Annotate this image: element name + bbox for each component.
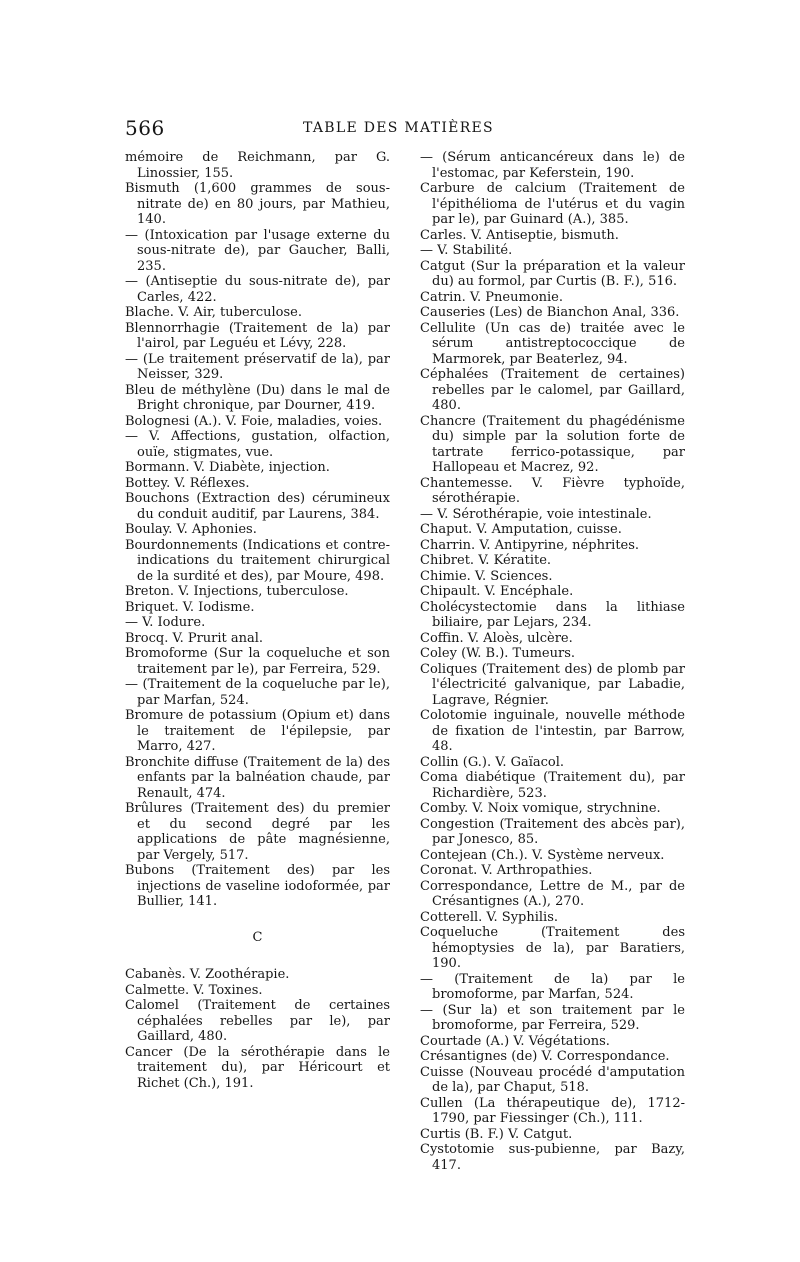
- index-entry: Calomel (Traitement de certaines céphalées rebelles par le), par Gaillard, 480.: [125, 998, 390, 1044]
- index-entry: Crésantignes (de) V. Correspondance.: [420, 1049, 670, 1064]
- index-entry: Bronchite diffuse (Traitement de la) des enfants par la balnéation chaude, par Renault, 474.: [125, 754, 390, 801]
- index-entry: Carles. V. Antiseptie, bismuth.: [420, 227, 619, 243]
- index-entry: Chimie. V. Sciences.: [420, 568, 553, 584]
- index-entry: Chibret. V. Kératite.: [420, 553, 552, 568]
- index-entry: Coliques (Traitement des) de plomb par l'électricité galvanique, par Labadie, Lagrave, Régnier.: [420, 661, 685, 708]
- index-entry: Causeries (Les) de Bianchon Anal, 336.: [420, 305, 680, 320]
- index-entry: Céphalées (Traitement de certaines) rebelles par le calomel, par Gaillard, 480.: [420, 367, 685, 413]
- index-entry: — V. Stabilité.: [420, 243, 513, 258]
- index-entry: Courtade (A.) V. Végétations.: [420, 1033, 610, 1049]
- index-entry: Bromure de potassium (Opium et) dans le traitement de l'épilepsie, par Marro, 427.: [125, 708, 390, 754]
- index-entry: Chaput. V. Amputation, cuisse.: [420, 522, 622, 537]
- page-number: 566: [125, 116, 165, 140]
- index-entry: Comby. V. Noix vomique, strychnine.: [420, 801, 661, 816]
- index-entry: Bottey. V. Réflexes.: [125, 475, 250, 491]
- index-entry: — (Le traitement préservatif de la), par Neisser, 329.: [125, 351, 390, 382]
- index-entry: — V. Affections, gustation, olfaction, ouïe, stigmates, vue.: [125, 429, 390, 460]
- index-entry: Cotterell. V. Syphilis.: [420, 909, 559, 925]
- index-entry: Bouchons (Extraction des) cérumineux du conduit auditif, par Laurens, 384.: [125, 491, 390, 522]
- index-entry: Briquet. V. Iodisme.: [125, 599, 255, 615]
- index-entry: Boulay. V. Aphonies.: [125, 522, 257, 537]
- index-entry: — V. Iodure.: [125, 615, 206, 630]
- index-entry: Contejean (Ch.). V. Système nerveux.: [420, 847, 665, 863]
- index-entry: Coma diabétique (Traitement du), par Richardière, 523.: [420, 770, 685, 801]
- index-entry: Brocq. V. Prurit anal.: [125, 630, 264, 646]
- index-entry: Carbure de calcium (Traitement de l'épithélioma de l'utérus et du vagin par le), par Guinard (A.), 385.: [420, 181, 685, 227]
- index-entry: — (Traitement de la) par le bromoforme, par Marfan, 524.: [420, 971, 685, 1002]
- index-entry: Correspondance, Lettre de M., par de Crésantignes (A.), 270.: [420, 878, 685, 909]
- running-title: TABLE DES MATIÈRES: [303, 120, 494, 136]
- index-entry: Collin (G.). V. Gaïacol.: [420, 754, 565, 770]
- index-entry: — (Sur la) et son traitement par le bromoforme, par Ferreira, 529.: [420, 1002, 685, 1033]
- index-entry: Blache. V. Air, tuberculose.: [125, 305, 303, 320]
- left-column: [125, 150, 390, 1091]
- section-letter: C: [252, 929, 263, 945]
- index-entry: Bromoforme (Sur la coqueluche et son traitement par le), par Ferreira, 529.: [125, 646, 390, 677]
- index-entry: Bormann. V. Diabète, injection.: [125, 460, 330, 475]
- index-entry: — (Antiseptie du sous-nitrate de), par Carles, 422.: [125, 274, 390, 305]
- index-entry: Blennorrhagie (Traitement de la) par l'airol, par Leguéu et Lévy, 228.: [125, 320, 390, 351]
- index-entry: Bourdonnements (Indications et contre-indications du traitement chirurgical de la surdité et des), par Moure, 498.: [125, 537, 390, 584]
- index-entry: — (Traitement de la coqueluche par le), par Marfan, 524.: [125, 677, 390, 708]
- right-column: [420, 150, 685, 1173]
- index-entry: Bleu de méthylène (Du) dans le mal de Bright chronique, par Dourner, 419.: [125, 382, 390, 413]
- index-entry: Congestion (Traitement des abcès par), par Jonesco, 85.: [420, 816, 685, 847]
- index-entry: Cellulite (Un cas de) traitée avec le sérum antistreptococcique de Marmorek, par Beaterlez, 94.: [420, 320, 685, 367]
- index-entry: Bubons (Traitement des) par les injections de vaseline iodoformée, par Bullier, 141.: [125, 863, 390, 909]
- index-entry: mémoire de Reichmann, par G. Linossier, 155.: [125, 150, 390, 181]
- index-entry: Coronat. V. Arthropathies.: [420, 863, 593, 878]
- index-entry: — V. Sérothérapie, voie intestinale.: [420, 506, 652, 522]
- index-entry: Cabanès. V. Zoothérapie.: [125, 967, 290, 982]
- index-entry: Chancre (Traitement du phagédénisme du) simple par la solution forte de tartrate ferrico-potassique, par Hallopeau et Macrez, 92.: [420, 413, 685, 475]
- index-entry: Calmette. V. Toxines.: [125, 982, 263, 998]
- index-entry: Chantemesse. V. Fièvre typhoïde, sérothérapie.: [420, 475, 685, 506]
- index-entry: Bismuth (1,600 grammes de sous-nitrate de) en 80 jours, par Mathieu, 140.: [125, 181, 390, 227]
- index-entry: Chipault. V. Encéphale.: [420, 584, 574, 599]
- index-entry: Cuisse (Nouveau procédé d'amputation de la), par Chaput, 518.: [420, 1064, 685, 1095]
- index-entry: Coqueluche (Traitement des hémoptysies de la), par Baratiers, 190.: [420, 925, 685, 971]
- index-entry: Breton. V. Injections, tuberculose.: [125, 584, 349, 599]
- page-header: [125, 116, 675, 140]
- index-entry: — (Sérum anticancéreux dans le) de l'estomac, par Keferstein, 190.: [420, 150, 685, 181]
- index-entry: Coley (W. B.). Tumeurs.: [420, 646, 576, 661]
- index-entry: Coffin. V. Aloès, ulcère.: [420, 630, 573, 646]
- index-entry: Cholécystectomie dans la lithiase biliaire, par Lejars, 234.: [420, 599, 685, 630]
- index-entry: Bolognesi (A.). V. Foie, maladies, voies.: [125, 413, 383, 429]
- index-entry: Catrin. V. Pneumonie.: [420, 289, 564, 305]
- index-entry: Curtis (B. F.) V. Catgut.: [420, 1126, 573, 1142]
- index-entry: — (Intoxication par l'usage externe du sous-nitrate de), par Gaucher, Balli, 235.: [125, 227, 390, 274]
- index-entry: Catgut (Sur la préparation et la valeur du) au formol, par Curtis (B. F.), 516.: [420, 258, 685, 289]
- index-entry: Charrin. V. Antipyrine, néphrites.: [420, 537, 640, 553]
- index-entry: Cullen (La thérapeutique de), 1712-1790, par Fiessinger (Ch.), 111.: [420, 1095, 685, 1126]
- index-entry: Colotomie inguinale, nouvelle méthode de fixation de l'intestin, par Barrow, 48.: [420, 708, 685, 754]
- index-entry: Cancer (De la sérothérapie dans le traitement du), par Héricourt et Richet (Ch.), 191.: [125, 1044, 390, 1091]
- index-entry: Brûlures (Traitement des) du premier et du second degré par les applications de pâte magnésienne, par Vergely, 517.: [125, 801, 390, 863]
- index-entry: Cystotomie sus-pubienne, par Bazy, 417.: [420, 1142, 685, 1173]
